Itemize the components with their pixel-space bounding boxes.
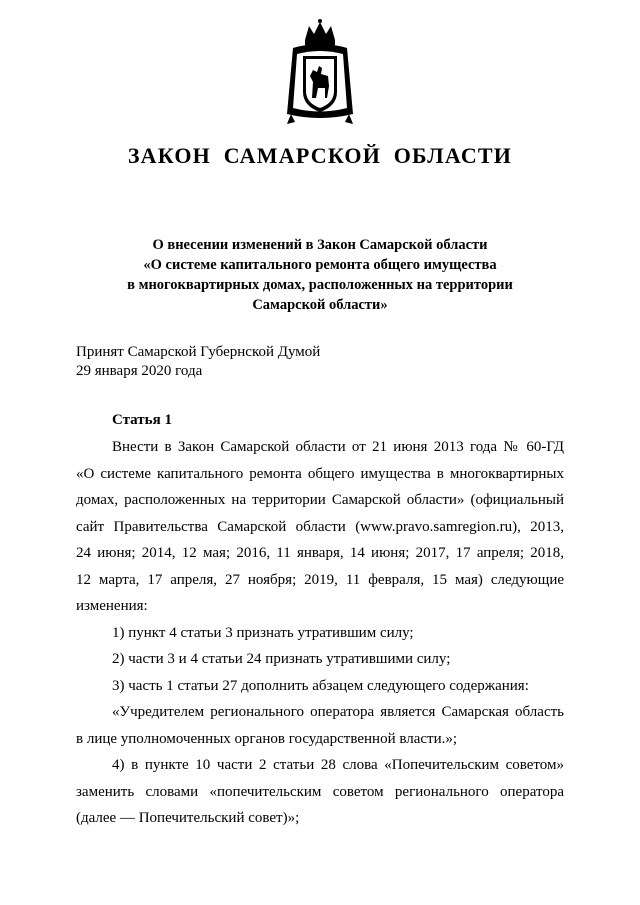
- list-item-1: 1) пункт 4 статьи 3 признать утратившим силу;: [112, 624, 414, 641]
- item4-line: заменить словами «попечительским советом регионального оператора: [76, 783, 564, 800]
- list-item-3: 3) часть 1 статьи 27 дополнить абзацем следующего содержания:: [112, 677, 529, 694]
- item4-line: 4) в пункте 10 части 2 статьи 28 слова «Попечительским советом»: [112, 757, 564, 773]
- intro-line: 12 марта, 17 апреля, 27 ноября; 2019, 11 февраля, 15 мая) следующие: [76, 571, 564, 588]
- law-title: ЗАКОН САМАРСКОЙ ОБЛАСТИ: [127, 143, 513, 168]
- list-item-2: 2) части 3 и 4 статьи 24 признать утратившими силу;: [112, 651, 451, 667]
- coat-of-arms-icon: [283, 18, 357, 126]
- item4-line: (далее — Попечительский совет)»;: [76, 810, 300, 826]
- intro-line: 24 июня; 2014, 12 мая; 2016, 11 января, 14 июня; 2017, 17 апреля; 2018,: [76, 545, 564, 561]
- subtitle-line: «О системе капитального ремонта общего имущества: [143, 257, 497, 273]
- subtitle-line: в многоквартирных домах, расположенных на территории: [127, 277, 513, 293]
- law-subtitle: [60, 235, 580, 315]
- adoption-info: [76, 343, 320, 381]
- intro-line: Внести в Закон Самарской области от 21 июня 2013 года № 60-ГД: [112, 439, 564, 455]
- adopted-by: Принят Самарской Губернской Думой: [76, 344, 321, 360]
- intro-line: домах, расположенных на территории Самарской области» (официальный: [76, 492, 564, 508]
- adoption-date: 29 января 2020 года: [76, 363, 203, 379]
- quote-line: «Учредителем регионального оператора является Самарская область: [112, 704, 564, 720]
- subtitle-line: О внесении изменений в Закон Самарской области: [152, 237, 488, 253]
- article-body: [76, 434, 564, 832]
- intro-line: изменения:: [76, 598, 148, 614]
- quote-line: в лице уполномоченных органов государственной власти.»;: [76, 730, 458, 747]
- intro-line: сайт Правительства Самарской области (www.pravo.samregion.ru), 2013,: [76, 518, 564, 535]
- article-heading: Статья 1: [112, 412, 172, 428]
- intro-line: «О системе капитального ремонта общего имущества в многоквартирных: [76, 465, 564, 482]
- subtitle-line: Самарской области»: [252, 297, 388, 313]
